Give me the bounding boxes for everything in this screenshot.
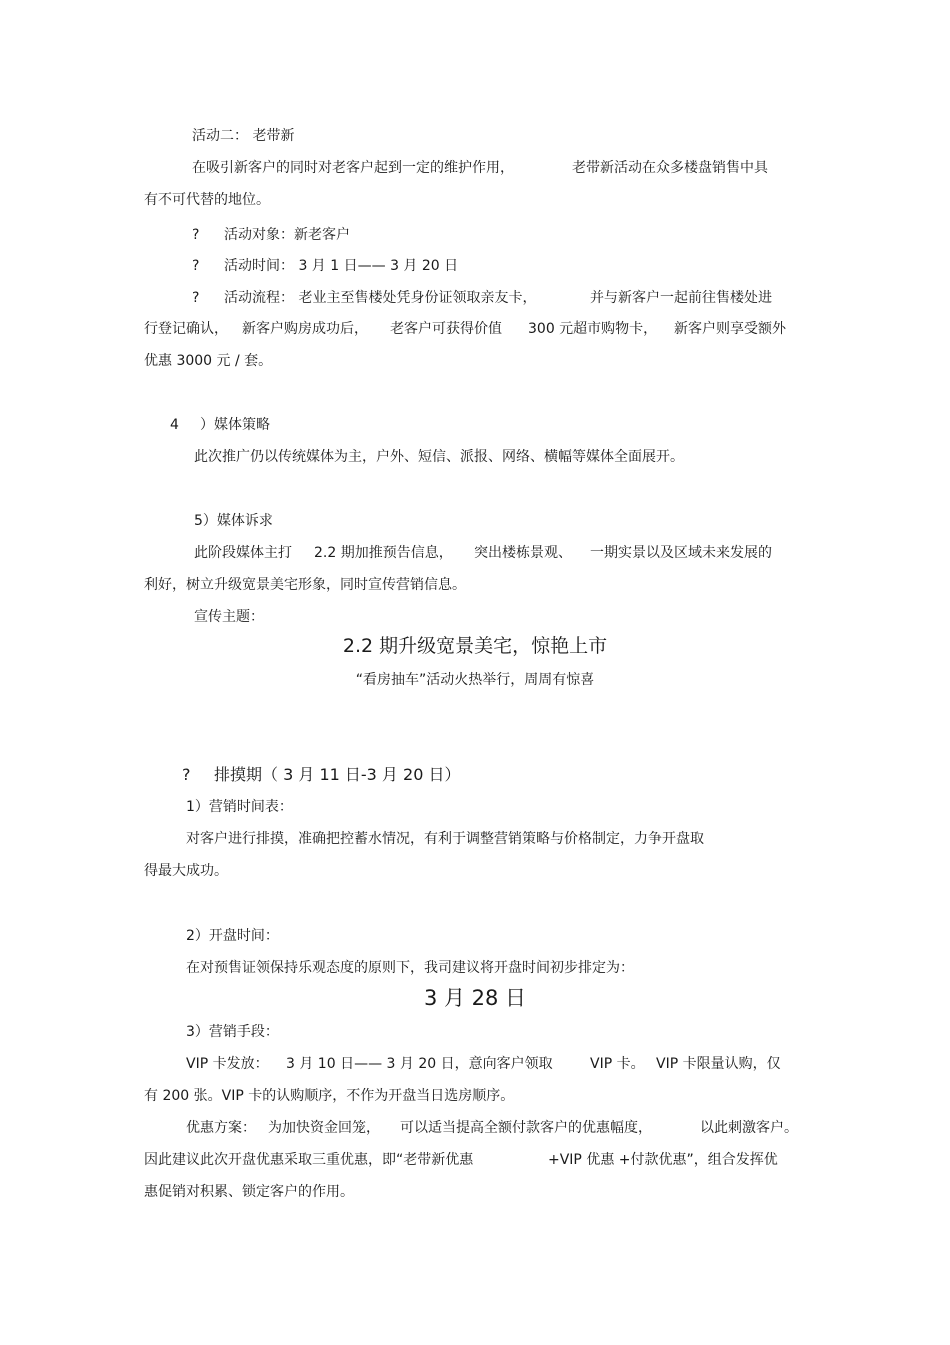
- opening-date: 3 月 28 日: [423, 986, 527, 1010]
- paragraph-line: 利好，树立升级宽景美宅形象，同时宣传营销信息。: [144, 577, 466, 593]
- activity-two-title: 活动二： 老带新: [192, 128, 295, 144]
- paragraph-line: 优惠 3000 元 / 套。: [144, 353, 273, 369]
- paragraph-line: 新客户则享受额外: [674, 321, 786, 337]
- paragraph-line: 300 元超市购物卡，: [528, 321, 658, 337]
- paragraph-line: 突出楼栋景观、: [474, 545, 572, 561]
- activity-target: 活动对象：新老客户: [224, 227, 350, 243]
- paragraph-line: 得最大成功。: [144, 863, 228, 879]
- paragraph-line: VIP 卡发放：: [186, 1056, 269, 1072]
- subsection-title: 1）营销时间表：: [186, 799, 293, 815]
- campaign-subline: “看房抽车”活动火热举行，周周有惊喜: [355, 672, 595, 688]
- bullet-mark: ?: [192, 227, 200, 243]
- bullet-mark: ?: [192, 258, 200, 274]
- media-strategy-title: ）媒体策略: [200, 417, 270, 433]
- media-appeal-title: 5）媒体诉求: [194, 513, 273, 529]
- phase-title: 排摸期（ 3 月 11 日-3 月 20 日）: [214, 765, 461, 784]
- paragraph-line: 在吸引新客户的同时对老客户起到一定的维护作用，: [192, 160, 514, 176]
- paragraph-line: VIP 卡。: [590, 1056, 645, 1072]
- paragraph-line: 有不可代替的地位。: [144, 192, 270, 208]
- section-number: 4: [170, 417, 179, 433]
- subsection-title: 2）开盘时间：: [186, 928, 279, 944]
- paragraph-line: 对客户进行排摸，准确把控蓄水情况，有利于调整营销策略与价格制定，力争开盘取: [186, 831, 704, 847]
- paragraph-line: 以此刺激客户。: [700, 1120, 798, 1136]
- activity-flow: 活动流程： 老业主至售楼处凭身份证领取亲友卡，: [224, 290, 537, 306]
- paragraph-line: 此阶段媒体主打: [194, 545, 292, 561]
- paragraph-line: 为加快资金回笼，: [268, 1120, 380, 1136]
- paragraph-line: 优惠方案：: [186, 1120, 256, 1136]
- paragraph-line: 新客户购房成功后，: [242, 321, 368, 337]
- bullet-mark: ?: [182, 765, 191, 784]
- paragraph-line: 老带新活动在众多楼盘销售中具: [572, 160, 768, 176]
- activity-time: 活动时间： 3 月 1 日—— 3 月 20 日: [224, 258, 459, 274]
- paragraph-line: 此次推广仍以传统媒体为主，户外、短信、派报、网络、横幅等媒体全面展开。: [194, 449, 684, 465]
- paragraph-line: 2.2 期加推预告信息，: [314, 545, 453, 561]
- paragraph-line: 在对预售证领保持乐观态度的原则下，我司建议将开盘时间初步排定为：: [186, 960, 634, 976]
- paragraph-line: +VIP 优惠 +付款优惠”，组合发挥优: [548, 1152, 778, 1168]
- paragraph-line: 惠促销对积累、锁定客户的作用。: [144, 1184, 354, 1200]
- paragraph-line: 老客户可获得价值: [390, 321, 502, 337]
- theme-label: 宣传主题：: [194, 609, 264, 625]
- activity-flow: 并与新客户一起前往售楼处进: [590, 290, 772, 306]
- paragraph-line: 可以适当提高全额付款客户的优惠幅度，: [400, 1120, 652, 1136]
- subsection-title: 3）营销手段：: [186, 1024, 279, 1040]
- paragraph-line: 3 月 10 日—— 3 月 20 日，意向客户领取: [286, 1056, 553, 1072]
- paragraph-line: 一期实景以及区域未来发展的: [590, 545, 772, 561]
- paragraph-line: VIP 卡限量认购，仅: [656, 1056, 781, 1072]
- paragraph-line: 因此建议此次开盘优惠采取三重优惠，即“老带新优惠: [144, 1152, 474, 1168]
- paragraph-line: 行登记确认，: [144, 321, 228, 337]
- paragraph-line: 有 200 张。VIP 卡的认购顺序，不作为开盘当日选房顺序。: [144, 1088, 515, 1104]
- bullet-mark: ?: [192, 290, 200, 306]
- campaign-headline: 2.2 期升级宽景美宅，惊艳上市: [342, 635, 608, 657]
